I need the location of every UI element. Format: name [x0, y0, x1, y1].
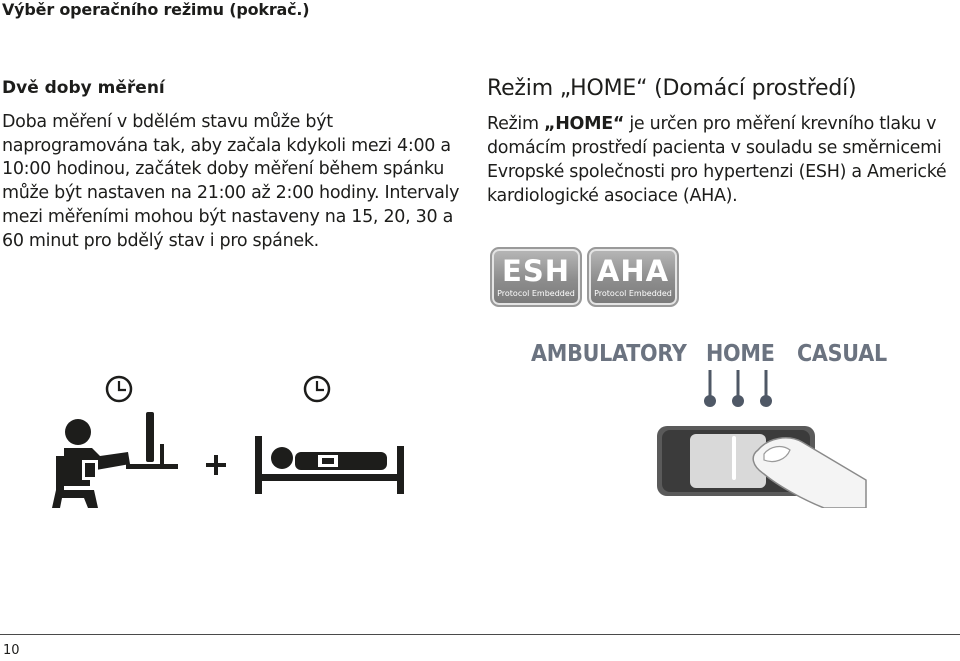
heading-suffix: (Domácí prostředí) — [647, 76, 857, 101]
footer-divider — [0, 634, 960, 635]
sleeping-person-icon — [255, 436, 404, 494]
aha-protocol-badge — [587, 247, 679, 307]
mode-label-home: HOME — [706, 341, 775, 367]
body-suffix: je určen pro měření krevního tlaku v domácím prostředí pacienta v souladu se směrnicemi Evropské společnosti pro hypertenzi (ESH) a Americké kardiologické asociace (AHA). — [487, 114, 947, 206]
plus-icon — [206, 455, 226, 475]
body-prefix: Režim — [487, 114, 544, 134]
section-body-home-mode — [487, 112, 957, 208]
clock-icon — [107, 377, 131, 401]
mode-selector-illustration — [640, 368, 870, 508]
badge-subtitle: Protocol Embedded — [594, 289, 672, 298]
badge-subtitle: Protocol Embedded — [497, 289, 575, 298]
heading-prefix: Režim — [487, 76, 560, 101]
esh-protocol-badge — [490, 247, 582, 307]
heading-mode: „HOME“ — [559, 76, 648, 101]
page-number: 10 — [3, 643, 20, 658]
badge-title: ESH — [502, 254, 570, 288]
section-heading-home-mode — [487, 76, 856, 101]
section-heading-two-periods: Dvě doby měření — [2, 78, 165, 98]
body-mode: „HOME“ — [544, 114, 625, 134]
measurement-periods-illustration — [0, 360, 480, 520]
clock-icon — [305, 377, 329, 401]
mode-label-ambulatory: AMBULATORY — [531, 341, 687, 367]
section-body-two-periods: Doba měření v bdělém stavu může být naprogramována tak, aby začala kdykoli mezi 4:00 a 10:00 hodinou, začátek doby měření během spánku může být nastaven na 21:00 až 2:00 hodiny. Intervaly mezi měřeními mohou být nastaveny na 15, 20, 30 a 60 minut pro bdělý stav i pro spánek. — [2, 112, 460, 251]
desk-worker-icon — [52, 412, 178, 508]
badge-title: AHA — [596, 254, 670, 288]
mode-pointer-lines — [704, 370, 772, 407]
mode-label-casual: CASUAL — [797, 341, 887, 367]
finger-icon — [753, 438, 866, 508]
page-header-title: Výběr operačního režimu (pokrač.) — [2, 0, 310, 19]
